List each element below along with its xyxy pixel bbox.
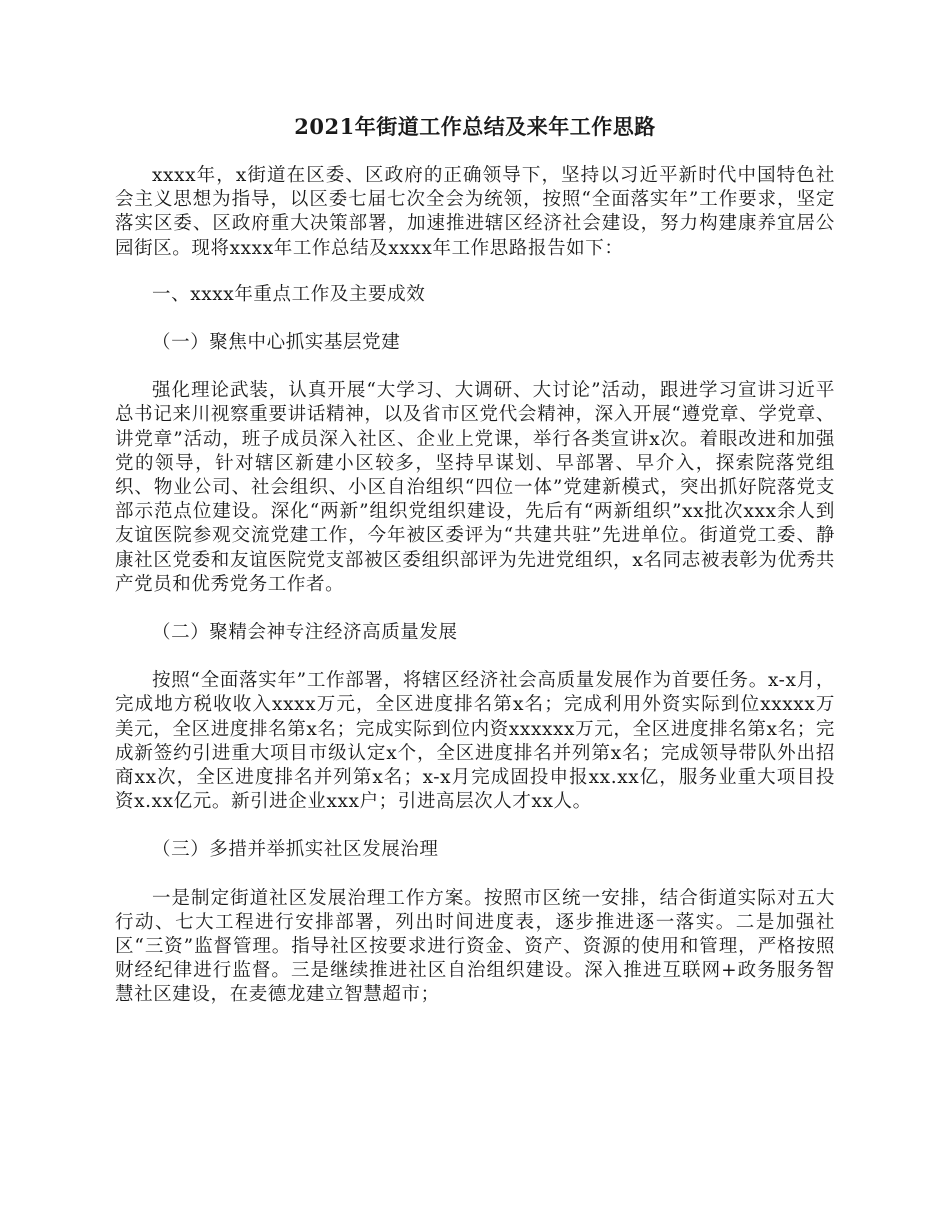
subsection-body-1: 强化理论武装，认真开展“大学习、大调研、大讨论”活动，跟进学习宣讲习近平总书记来川视察重要讲话精神，以及省市区党代会精神，深入开展“遵党章、学党章、讲党章”活动，班子成员深入社区、企业上党课，举行各类宣讲x次。着眼改进和加强党的领导，针对辖区新建小区较多，坚持早谋划、早部署、早介入，探索院落党组织、物业公司、社会组织、小区自治组织“四位一体”党建新模式，突出抓好院落党支部示范点位建设。深化“两新”组织党组织建设，先后有“两新组织”xx批次xxx余人到友谊医院参观交流党建工作，今年被区委评为“共建共驻”先进单位。街道党工委、静康社区党委和友谊医院党支部被区委组织部评为先进党组织，x名同志被表彰为优秀共产党员和优秀党务工作者。 xyxy=(115,380,835,595)
intro-paragraph: xxxx年，x街道在区委、区政府的正确领导下，坚持以习近平新时代中国特色社会主义思想为指导，以区委七届七次全会为统领，按照“全面落实年”工作要求，坚定落实区委、区政府重大决策部署，加速推进辖区经济社会建设，努力构建康养宜居公园街区。现将xxxx年工作总结及xxxx年工作思路报告如下： xyxy=(115,165,835,259)
subsection-body-2: 按照“全面落实年”工作部署，将辖区经济社会高质量发展作为首要任务。x-x月，完成地方税收收入xxxx万元，全区进度排名第x名；完成利用外资实际到位xxxxx万美元，全区进度排名第x名；完成实际到位内资xxxxxx万元，全区进度排名第x名；完成新签约引进重大项目市级认定x个，全区进度排名并列第x名；完成领导带队外出招商xx次，全区进度排名并列第x名；x-x月完成固投申报xx.xx亿，服务业重大项目投资x.xx亿元。新引进企业xxx户；引进高层次人才xx人。 xyxy=(115,670,835,813)
subsection-heading-3: （三）多措并举抓实社区发展治理 xyxy=(152,839,439,861)
subsection-body-3: 一是制定街道社区发展治理工作方案。按照市区统一安排，结合街道实际对五大行动、七大工程进行安排部署，列出时间进度表，逐步推进逐一落实。二是加强社区“三资”监督管理。指导社区按要求进行资金、资产、资源的使用和管理，严格按照财经纪律进行监督。三是继续推进社区自治组织建设。深入推进互联网+政务服务智慧社区建设，在麦德龙建立智慧超市； xyxy=(115,887,835,1006)
section-heading-1: 一、xxxx年重点工作及主要成效 xyxy=(152,283,426,305)
document-title: 2021年街道工作总结及来年工作思路 xyxy=(294,114,656,139)
subsection-heading-1: （一）聚焦中心抓实基层党建 xyxy=(152,332,401,354)
subsection-heading-2: （二）聚精会神专注经济高质量发展 xyxy=(152,622,458,644)
